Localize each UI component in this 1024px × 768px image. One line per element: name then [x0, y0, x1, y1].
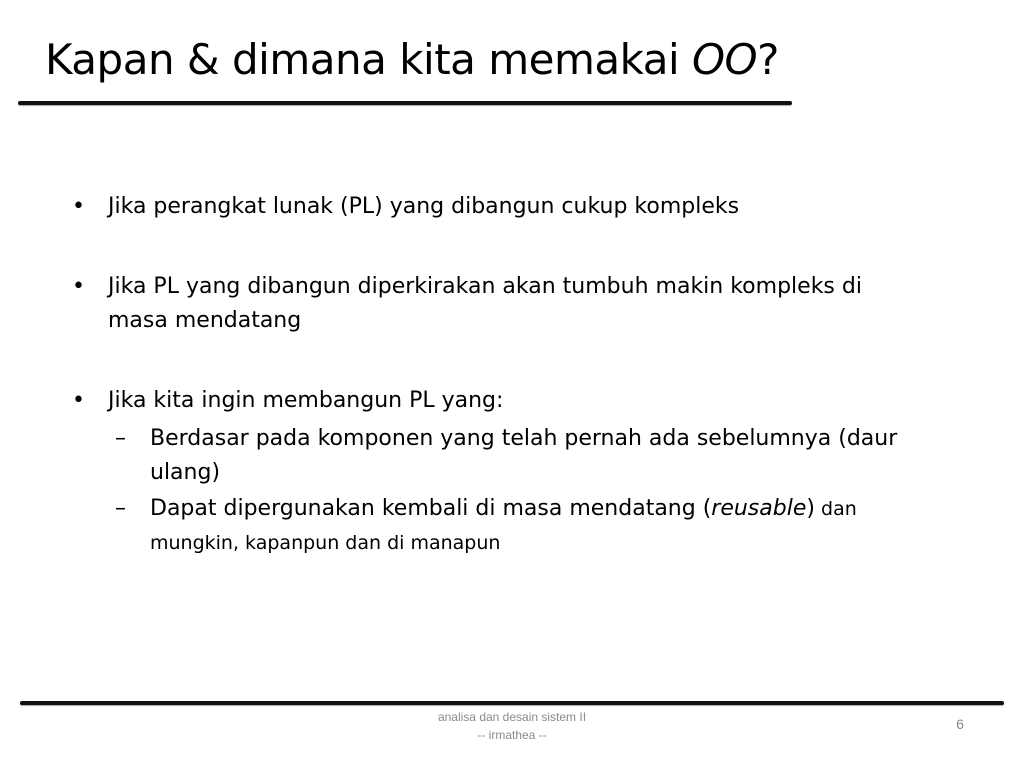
- footer-author: -- irmathea --: [477, 728, 547, 742]
- bullet-item-3: [70, 384, 910, 418]
- dash-icon: –: [115, 426, 126, 451]
- slide-title: [45, 30, 779, 90]
- sub-bullet-text-before: Dapat dipergunakan kembali di masa mendatang (: [150, 496, 712, 521]
- title-divider: [18, 101, 792, 105]
- bullet-icon: •: [72, 388, 85, 413]
- bullet-text: Jika perangkat lunak (PL) yang dibangun cukup kompleks: [108, 194, 740, 219]
- sub-bullet-item-1: [70, 422, 910, 490]
- bullet-item-2: [70, 270, 910, 338]
- dash-icon: –: [115, 496, 126, 521]
- footer-divider: [20, 701, 1004, 705]
- slide-title-prefix: Kapan & dimana kita memakai: [45, 35, 692, 84]
- page-number: 6: [956, 716, 964, 732]
- bullet-icon: •: [72, 194, 85, 219]
- bullet-item-1: [70, 190, 910, 224]
- slide-title-emphasis: OO: [692, 35, 758, 84]
- sub-bullet-small-text: dan mungkin, kapanpun dan di manapun: [150, 498, 857, 554]
- slide-content: [70, 190, 910, 560]
- bullet-text: Jika kita ingin membangun PL yang:: [108, 388, 504, 413]
- sub-bullet-item-2: [70, 492, 910, 560]
- sub-bullet-list: [70, 422, 910, 560]
- slide-title-suffix: ?: [757, 35, 779, 84]
- sub-bullet-emphasis: reusable: [711, 496, 807, 521]
- bullet-text: Jika PL yang dibangun diperkirakan akan tumbuh makin kompleks di masa mendatang: [108, 274, 862, 333]
- footer-course-name: analisa dan desain sistem II: [437, 710, 587, 724]
- footer-text: [362, 708, 662, 744]
- sub-bullet-text-after: ): [806, 496, 815, 521]
- sub-bullet-text: Berdasar pada komponen yang telah pernah ada sebelumnya (daur ulang): [150, 426, 898, 485]
- bullet-icon: •: [72, 274, 85, 299]
